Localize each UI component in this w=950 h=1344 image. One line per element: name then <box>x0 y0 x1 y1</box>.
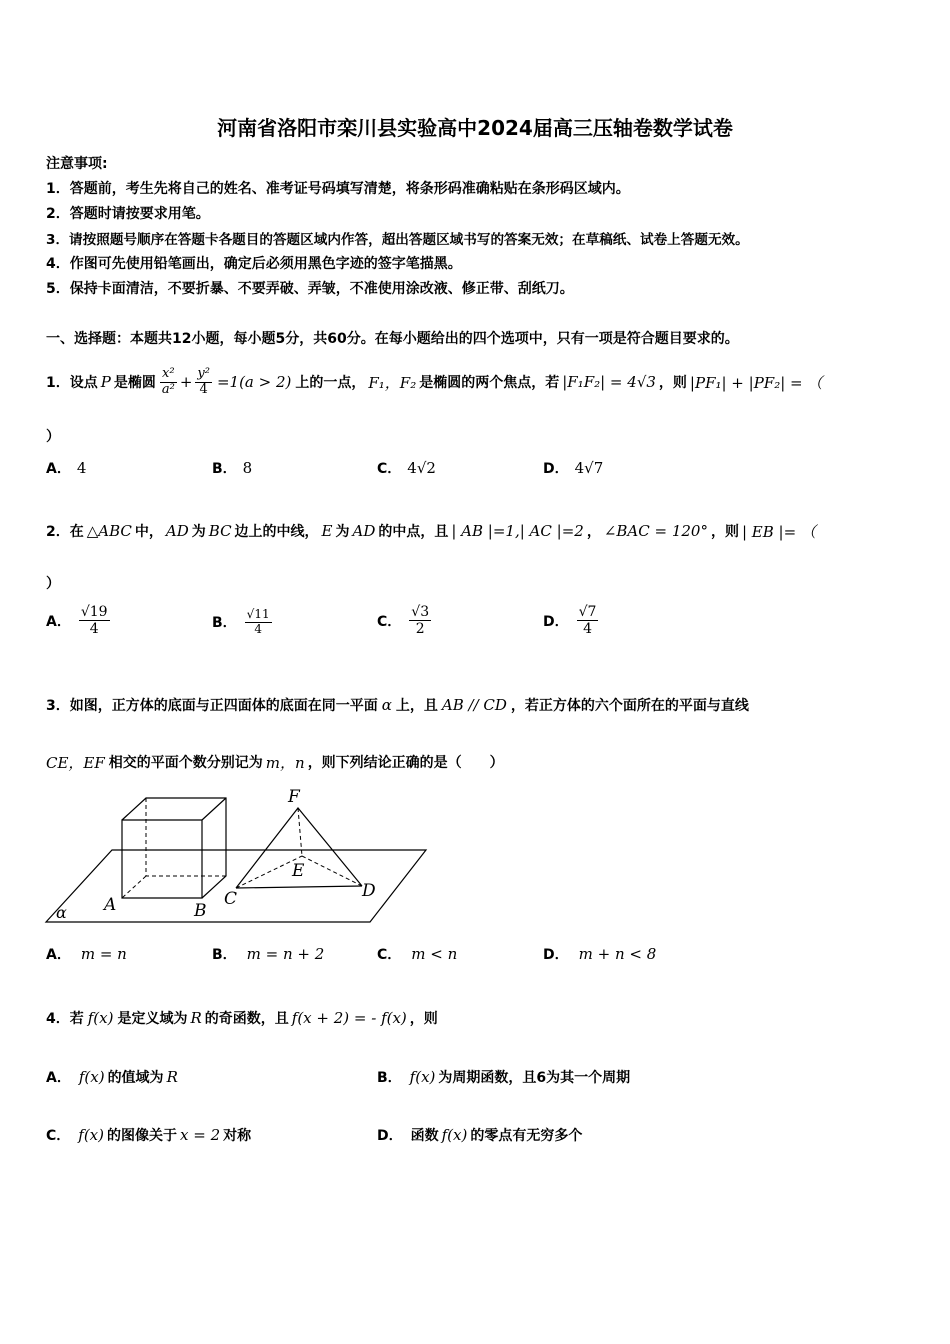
option-c: C． m < n <box>377 945 458 963</box>
q2-text: 的中点，且 <box>378 524 449 540</box>
q3-text: ，则下列结论正确的是（ ） <box>307 755 504 771</box>
option-c: C． $\frac{√3}{2}$ <box>377 604 430 638</box>
cube-edge <box>202 798 226 820</box>
q2-text: 边上的中线， <box>234 524 319 540</box>
q3-figure <box>40 784 440 930</box>
notice-heading: 注意事项: <box>46 156 108 172</box>
tetra-base-edge <box>236 886 362 888</box>
q2-expression: | EB |= （ <box>741 522 816 541</box>
q2-text: ， <box>586 524 601 540</box>
q4-r: R <box>190 1009 202 1027</box>
label-e: E <box>292 861 305 881</box>
label-alpha: α <box>56 903 67 922</box>
q3-parallel: AB // CD <box>441 696 507 714</box>
q3-text: ，若正方体的六个面所在的平面与直线 <box>510 698 749 714</box>
page-title: 河南省洛阳市栾川县实验高中2024届高三压轴卷数学试卷 <box>217 116 733 140</box>
notice-item: 2．答题时请按要求用笔。 <box>46 206 210 222</box>
tetra-hidden-edge <box>302 856 362 886</box>
q2-ad: AD <box>352 522 376 540</box>
q1-text: ，则 <box>658 375 687 391</box>
notice-item: 5．保持卡面清洁，不要折暴、不要弄破、弄皱，不准使用涂改液、修正带、刮纸刀。 <box>46 281 574 297</box>
q1-fraction-x: $\frac{\text{x²}}{\text{a²}}$ <box>161 365 175 397</box>
q1-text: 是椭圆 <box>113 375 156 391</box>
q4-condition: f(x + 2) = - f(x) <box>291 1009 407 1027</box>
q4-text: 是定义域为 <box>117 1011 188 1027</box>
question-3-line2 <box>46 750 504 774</box>
q2-angle: ∠BAC = 120° <box>603 522 708 540</box>
q3-alpha: α <box>381 696 392 714</box>
q2-text: 为 <box>191 524 206 540</box>
option-b: B． $\frac{√11}{4}$ <box>212 607 270 636</box>
q4-text: 4．若 <box>46 1011 84 1027</box>
option-d: D． 函数 f(x) 的零点有无穷多个 <box>377 1126 583 1144</box>
option-a: A． f(x) 的值域为 R <box>46 1068 178 1086</box>
q2-condition: | AB |=1,| AC |=2 <box>451 522 584 540</box>
q2-bc: BC <box>208 522 232 540</box>
q3-text: 相交的平面个数分别记为 <box>108 755 263 771</box>
q1-foci: F₁，F₂ <box>368 373 417 392</box>
label-c: C <box>224 889 238 909</box>
tetra-hidden-edge <box>298 808 302 856</box>
q2-e: E <box>321 522 333 540</box>
q2-triangle: △ABC <box>86 522 132 540</box>
q1-text: 上的一点， <box>295 375 366 391</box>
label-f: F <box>288 787 300 807</box>
option-b: B． 8 <box>212 459 253 477</box>
question-3 <box>46 690 749 720</box>
q4-text: 的奇函数，且 <box>204 1011 289 1027</box>
option-d: D． $\frac{√7}{4}$ <box>543 604 597 638</box>
q2-text: 中， <box>134 524 163 540</box>
question-2 <box>46 516 816 546</box>
q2-text: ，则 <box>710 524 739 540</box>
question-4 <box>46 1004 438 1032</box>
q4-text: ，则 <box>409 1011 438 1027</box>
notice-item: 4．作图可先使用铅笔画出，确定后必须用黑色字迹的签字笔描黑。 <box>46 256 462 272</box>
label-d: D <box>362 881 376 901</box>
q1-text: 是椭圆的两个焦点，若 <box>419 375 560 391</box>
q1-equation: =1(a > 2) <box>216 373 292 391</box>
cube-hidden-edge <box>122 876 146 898</box>
q3-mn: m，n <box>265 753 305 772</box>
question-1 <box>46 356 822 408</box>
notice-item: 3．请按照题号顺序在答题卡各题目的答题区域内作答，超出答题区域书写的答案无效；在草稿纸、试卷上答题无效。 <box>46 232 749 248</box>
option-d: D． m + n < 8 <box>543 945 657 963</box>
q2-text: 2．在 <box>46 524 84 540</box>
q1-text: 1．设点 <box>46 375 98 391</box>
cube-front-face <box>122 820 202 898</box>
label-a: A <box>104 895 117 915</box>
q1-point-p: P <box>100 373 111 391</box>
option-b: B． f(x) 为周期函数，且6为其一个周期 <box>377 1068 631 1086</box>
q2-close: ） <box>46 576 60 592</box>
q3-text: 上，且 <box>395 698 438 714</box>
option-c: C． 4√2 <box>377 459 436 477</box>
label-b: B <box>194 901 207 921</box>
q1-close: ） <box>46 429 60 445</box>
q1-expression: |PF₁| + |PF₂| = （ <box>689 373 823 392</box>
notice-item: 1．答题前，考生先将自己的姓名、准考证号码填写清楚，将条形码准确粘贴在条形码区域内。 <box>46 181 630 197</box>
option-d: D． 4√7 <box>543 459 604 477</box>
option-b: B． m = n + 2 <box>212 945 325 963</box>
option-a: A． 4 <box>46 459 87 477</box>
option-a: A． m = n <box>46 945 127 963</box>
q4-fx: f(x) <box>87 1009 114 1027</box>
q2-text: 为 <box>335 524 350 540</box>
option-a: A． $\frac{√19}{4}$ <box>46 604 108 638</box>
section-heading: 一、选择题：本题共12小题，每小题5分，共60分。在每小题给出的四个选项中，只有一项是符合题目要求的。 <box>46 331 739 347</box>
q3-text: 3．如图，正方体的底面与正四面体的底面在同一平面 <box>46 698 378 714</box>
q1-fraction-y: $\frac{\text{y²}}{4}$ <box>197 365 210 397</box>
q1-plus: + <box>179 373 193 391</box>
option-c: C． f(x) 的图像关于 x = 2 对称 <box>46 1126 252 1144</box>
q2-ad: AD <box>165 522 189 540</box>
q3-lines: CE，EF <box>46 753 105 772</box>
q1-condition: |F₁F₂| = 4√3 <box>562 373 656 391</box>
